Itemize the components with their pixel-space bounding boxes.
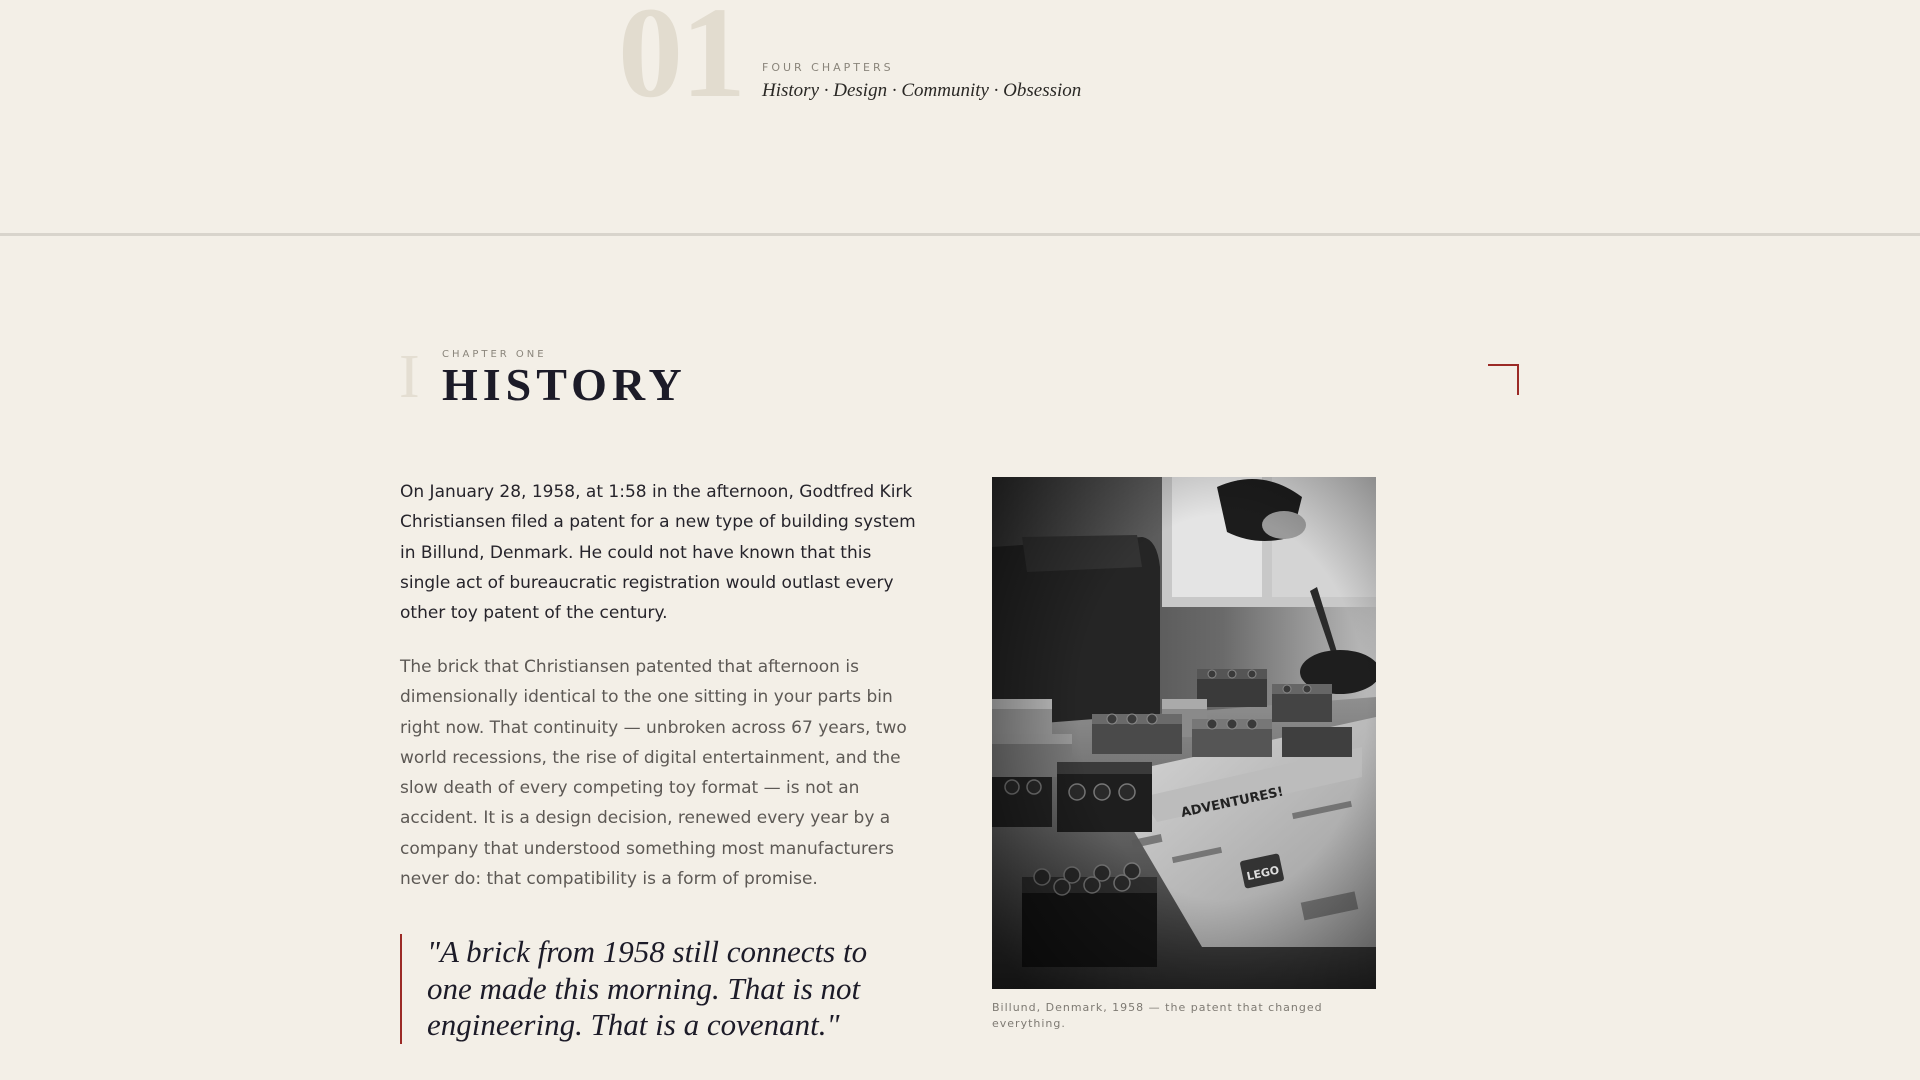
chapter-title: HISTORY — [442, 359, 687, 410]
pull-quote: "A brick from 1958 still connects to one made this morning. That is not engineering. That is a covenant." — [400, 934, 907, 1044]
section-divider — [0, 233, 1920, 236]
chapter-numeral: I — [399, 343, 420, 411]
intro-kicker: FOUR CHAPTERS — [762, 61, 894, 74]
chapter-kicker: CHAPTER ONE — [442, 349, 547, 360]
figure-caption: Billund, Denmark, 1958 — the patent that changed everything. — [992, 1001, 1323, 1030]
lead-paragraph: On January 28, 1958, at 1:58 in the afternoon, Godtfred Kirk Christiansen filed a patent for a new type of building system in Billund, Denmark. He could not have known that this single act of bureaucratic registration would outlast every other toy patent of the century. — [400, 482, 916, 624]
corner-bracket-ornament — [1488, 364, 1519, 395]
body-paragraph: The brick that Christiansen patented that afternoon is dimensionally identical to the one sitting in your parts bin right now. That continuity — unbroken across 67 years, two world recessions, the rise of digital entertainment, and the slow death of every competing toy format — is not an accident. It is a design decision, renewed every year by a company that understood something most manufacturers never do: that compatibility is a form of promise. — [400, 657, 907, 890]
lego-bricks-photo — [992, 477, 1376, 989]
chapters-list: History · Design · Community · Obsession — [762, 80, 1082, 101]
section-number: 01 — [618, 0, 744, 125]
